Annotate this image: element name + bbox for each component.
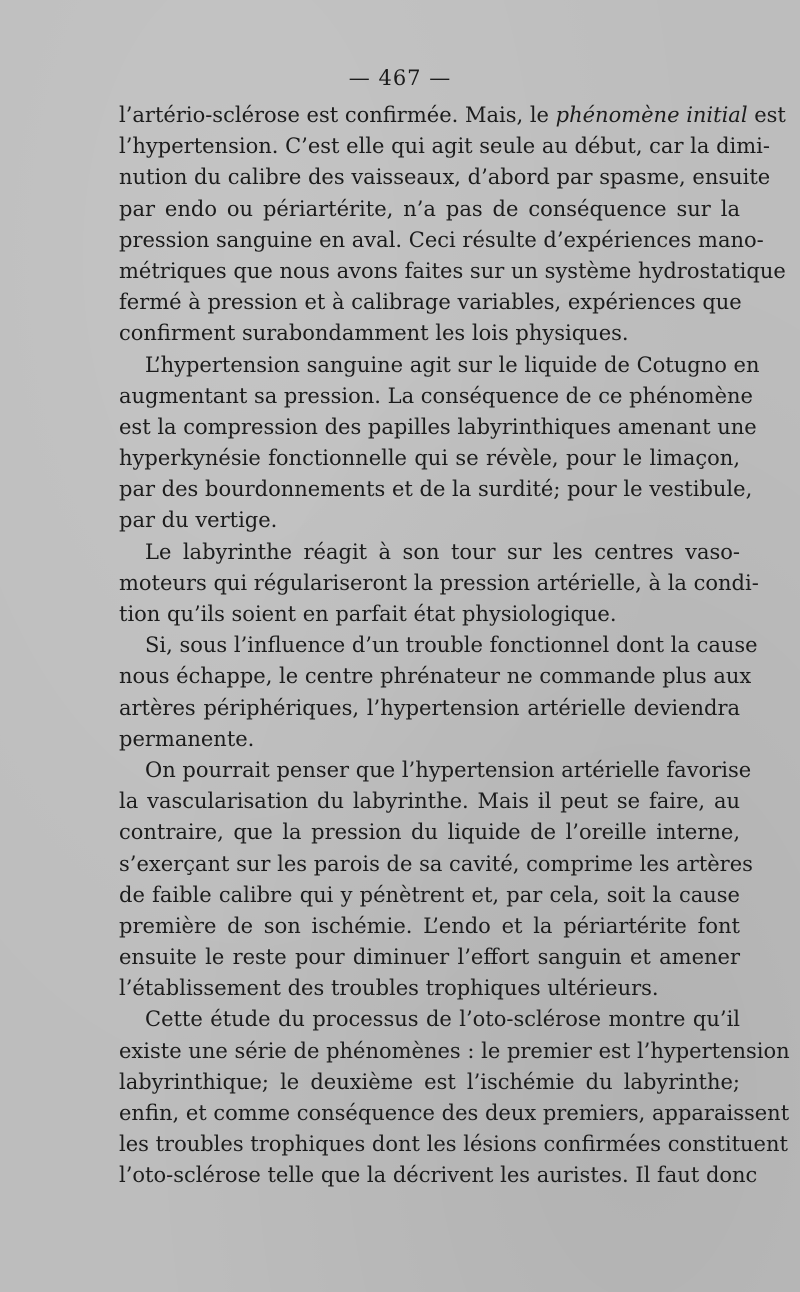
- text-line: [119, 131, 770, 162]
- text-line-content: s’exerçant sur les parois de sa cavité, comprime les artères: [119, 851, 753, 876]
- text-line-content: hyperkynésie fonctionnelle qui se révèle, pour le limaçon,: [119, 446, 740, 471]
- text-line-content: par endo ou périartérite, n’a pas de conséquence sur la: [119, 196, 740, 221]
- text-line-content: pression sanguine en aval. Ceci résulte d’expériences mano-: [119, 227, 764, 252]
- text-line: [119, 100, 786, 131]
- text-line: [119, 350, 760, 381]
- text-line-content: L’hypertension sanguine agit sur le liquide de Cotugno en: [145, 352, 760, 377]
- text-line: [119, 568, 759, 599]
- text-line: [119, 256, 786, 287]
- text-line-content: la vascularisation du labyrinthe. Mais il peut se faire, au: [119, 789, 740, 814]
- page-number: — 467 —: [348, 66, 452, 90]
- text-line-content: de faible calibre qui y pénètrent et, par cela, soit la cause: [119, 882, 740, 907]
- text-line-content: On pourrait penser que l’hypertension artérielle favorise: [145, 757, 752, 782]
- text-line-content: fermé à pression et à calibrage variables, expériences que: [119, 290, 742, 315]
- text-line-content: artères périphériques, l’hypertension artérielle deviendra: [119, 695, 740, 720]
- text-line-content: Si, sous l’influence d’un trouble fonctionnel dont la cause: [145, 633, 758, 658]
- italic-phrase: phénomène initial: [555, 103, 748, 127]
- text-line: [119, 693, 740, 724]
- text-line-content: Cette étude du processus de l’oto-sclérose montre qu’il: [145, 1007, 740, 1032]
- text-line-content: permanente.: [119, 726, 255, 751]
- text-line: [119, 1098, 790, 1129]
- text-line: [119, 817, 740, 848]
- text-line-content: confirment surabondamment les lois physiques.: [119, 321, 629, 346]
- text-line-content: l’artério-sclérose est confirmée. Mais, le: [119, 103, 556, 127]
- text-line-content: ensuite le reste pour diminuer l’effort sanguin et amener: [119, 945, 740, 970]
- text-line: [119, 786, 740, 817]
- text-line: [119, 318, 740, 349]
- text-line-content: l’établissement des troubles trophiques ultérieurs.: [119, 976, 659, 1001]
- text-line-content: enfin, et comme conséquence des deux premiers, apparaissent: [119, 1101, 790, 1125]
- text-line: [119, 474, 753, 505]
- text-line-content: par des bourdonnements et de la surdité; pour le vestibule,: [119, 477, 753, 502]
- text-line: [119, 942, 740, 973]
- text-line-content: l’oto-sclérose telle que la décrivent les auristes. Il faut donc: [119, 1163, 758, 1188]
- text-line: [119, 849, 753, 880]
- text-line-content: les troubles trophiques dont les lésions confirmées constituent: [119, 1132, 788, 1157]
- text-line: [119, 1129, 788, 1160]
- text-line: [119, 537, 740, 568]
- text-line: [119, 599, 740, 630]
- text-line: [119, 973, 740, 1004]
- text-line-content: Le labyrinthe réagit à son tour sur les centres vaso-: [145, 539, 740, 564]
- text-line-content: nution du calibre des vaisseaux, d’abord par spasme, ensuite: [119, 165, 771, 190]
- text-line-content: est la compression des papilles labyrinthiques amenant une: [119, 414, 757, 439]
- text-line: [119, 381, 753, 412]
- text-line-content: moteurs qui régulariseront la pression artérielle, à la condi-: [119, 570, 759, 595]
- text-line: [119, 505, 740, 536]
- text-line: [119, 162, 771, 193]
- text-line: [119, 630, 758, 661]
- text-line: [119, 194, 740, 225]
- text-line: [119, 911, 740, 942]
- text-line-content: nous échappe, le centre phrénateur ne commande plus aux: [119, 664, 752, 689]
- text-line-tail: est: [747, 103, 786, 127]
- text-line-content: métriques que nous avons faites sur un système hydrostatique: [119, 258, 786, 283]
- text-line: [119, 412, 757, 443]
- text-line: [119, 724, 740, 755]
- text-line: [119, 880, 740, 911]
- text-line: [119, 287, 740, 318]
- text-line: [119, 1004, 740, 1035]
- text-line-content: contraire, que la pression du liquide de l’oreille interne,: [119, 820, 740, 845]
- text-line-content: par du vertige.: [119, 508, 278, 533]
- text-line-content: augmentant sa pression. La conséquence de ce phénomène: [119, 383, 753, 408]
- text-line: [119, 225, 764, 256]
- text-line: [119, 1067, 740, 1098]
- text-line-content: existe une série de phénomènes : le premier est l’hypertension: [119, 1038, 790, 1063]
- text-line: [119, 1036, 790, 1067]
- text-line: [119, 755, 752, 786]
- text-line-content: première de son ischémie. L’endo et la périartérite font: [119, 913, 740, 938]
- text-line: [119, 443, 740, 474]
- text-line-content: tion qu’ils soient en parfait état physiologique.: [119, 602, 617, 626]
- text-line-content: labyrinthique; le deuxième est l’ischémie du labyrinthe;: [119, 1069, 740, 1094]
- text-line: [119, 661, 752, 692]
- body-text: [119, 100, 790, 1192]
- text-line: [119, 1160, 758, 1191]
- text-line-content: l’hypertension. C’est elle qui agit seule au début, car la dimi-: [119, 134, 770, 159]
